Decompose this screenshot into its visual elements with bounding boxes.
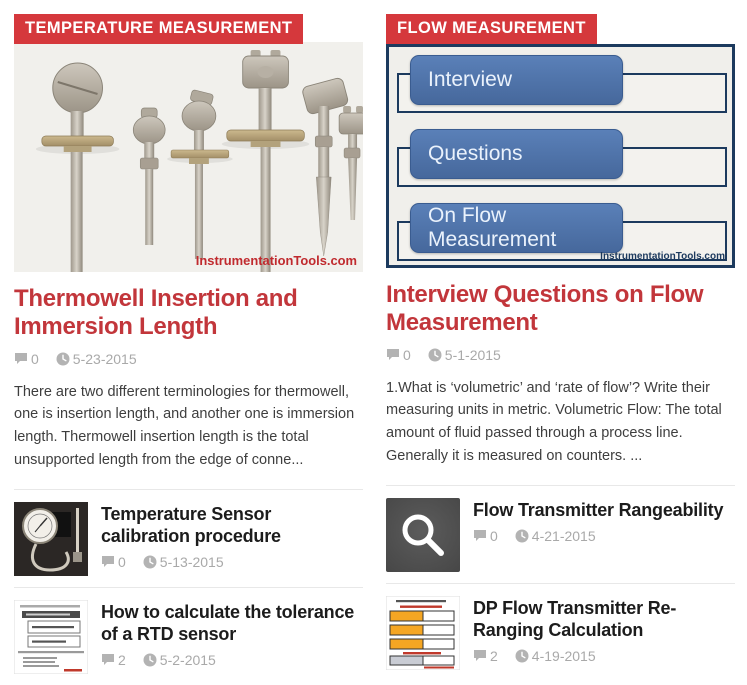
list-item-title	[101, 503, 363, 547]
thermowell-photo-illustration	[14, 42, 363, 272]
list-item-meta	[101, 652, 363, 668]
list-item-meta	[473, 528, 735, 544]
post-date	[428, 347, 501, 363]
comment-bubble-icon	[473, 649, 487, 662]
comment-count-value: 0	[118, 553, 126, 570]
list-item-title	[473, 499, 735, 521]
image-watermark: InstrumentationTools.com	[195, 252, 358, 269]
list-item-title	[101, 601, 363, 645]
comment-count-value: 2	[490, 647, 498, 664]
featured-post-title-link[interactable]: Thermowell Insertion and Immersion Length	[14, 285, 298, 341]
clock-icon	[428, 348, 442, 362]
comment-count-value: 2	[118, 651, 126, 668]
comment-bubble-icon	[101, 653, 115, 666]
comment-bubble-icon	[14, 352, 28, 365]
comment-count	[386, 347, 411, 363]
post-thumbnail-search-placeholder[interactable]	[386, 498, 460, 572]
list-item-meta	[473, 648, 735, 664]
post-thumbnail-gauge[interactable]	[14, 502, 88, 576]
post-date	[56, 351, 137, 367]
featured-post-excerpt: 1.What is ‘volumetric’ and ‘rate of flow’? Write their measuring units in metric. Volumetric Flow: The total amount of fluid passed through a process line. Generally it is measured on counters. ...	[386, 379, 722, 464]
search-placeholder-thumb	[386, 498, 460, 572]
clock-icon	[143, 653, 157, 667]
list-item-body	[473, 498, 735, 544]
flow-diagram-illustration	[386, 44, 735, 268]
list-item	[14, 489, 363, 587]
list-item	[386, 485, 735, 583]
comment-bubble-icon	[473, 529, 487, 542]
comment-count-value: 0	[490, 527, 498, 544]
list-item	[14, 587, 363, 685]
featured-post-meta	[386, 347, 735, 363]
diagram-label-chip: On Flow Measurement	[410, 203, 623, 253]
post-date-value: 5-13-2015	[159, 553, 224, 570]
image-watermark: InstrumentationTools.com	[600, 251, 725, 262]
clock-icon	[143, 555, 157, 569]
post-date-value: 5-23-2015	[72, 350, 137, 367]
list-item-body	[101, 600, 363, 668]
temperature-gauge-thumb-illustration	[14, 502, 88, 576]
featured-post-excerpt: There are two different terminologies for thermowell, one is insertion length, and another one is immersion length. Thermowell insertion length is the total unsupported length from the edge of conne...	[14, 383, 355, 468]
featured-post-meta	[14, 351, 363, 367]
featured-post-title-link[interactable]: Interview Questions on Flow Measurement	[386, 281, 704, 337]
comment-bubble-icon	[386, 348, 400, 361]
dp-calculation-thumb-illustration	[386, 596, 460, 670]
post-thumbnail-rtd-formula[interactable]	[14, 600, 88, 674]
category-column-temperature	[14, 14, 363, 685]
comment-count-value: 0	[403, 346, 411, 363]
diagram-label-chip: Interview	[410, 55, 623, 105]
list-item-body	[473, 596, 735, 664]
comment-count	[14, 351, 39, 367]
clock-icon	[515, 529, 529, 543]
list-item-title-link[interactable]: DP Flow Transmitter Re-Ranging Calculation	[473, 597, 677, 640]
comment-bubble-icon	[101, 555, 115, 568]
featured-image-flow-diagram[interactable]	[386, 44, 735, 268]
diagram-label-chip: Questions	[410, 129, 623, 179]
list-item	[386, 583, 735, 681]
category-column-flow	[386, 14, 735, 685]
clock-icon	[515, 649, 529, 663]
featured-post-title	[14, 285, 363, 342]
rtd-formula-thumb-illustration	[14, 600, 88, 674]
clock-icon	[56, 352, 70, 366]
list-item-title-link[interactable]: Flow Transmitter Rangeability	[473, 499, 724, 520]
post-date-value: 5-1-2015	[444, 346, 501, 363]
comment-count-value: 0	[31, 350, 39, 367]
post-date-value: 4-21-2015	[531, 527, 596, 544]
featured-image-thermowell[interactable]	[14, 42, 363, 272]
list-item-meta	[101, 554, 363, 570]
list-item-title-link[interactable]: Temperature Sensor calibration procedure	[101, 503, 281, 546]
post-date-value: 4-19-2015	[531, 647, 596, 664]
featured-post-title	[386, 281, 735, 338]
list-item-body	[101, 502, 363, 570]
list-item-title-link[interactable]: How to calculate the tolerance of a RTD sensor	[101, 601, 355, 644]
category-badge-flow[interactable]: FLOW MEASUREMENT	[386, 14, 597, 44]
post-date-value: 5-2-2015	[159, 651, 216, 668]
list-item-title	[473, 597, 735, 641]
category-badge-temperature[interactable]: TEMPERATURE MEASUREMENT	[14, 14, 303, 44]
post-thumbnail-dp-table[interactable]	[386, 596, 460, 670]
